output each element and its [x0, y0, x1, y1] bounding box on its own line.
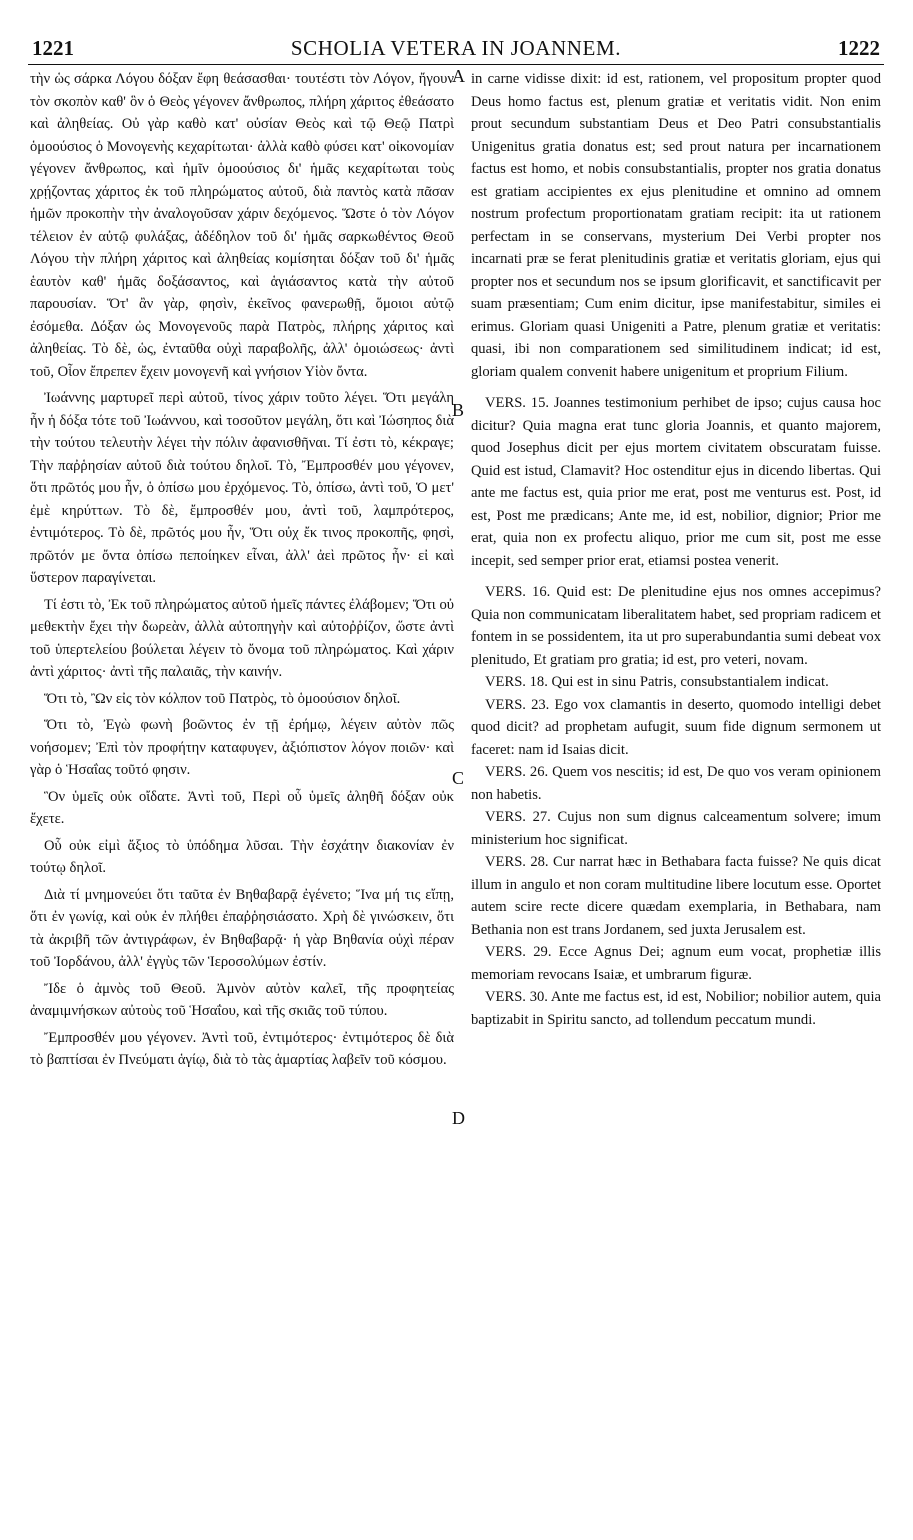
greek-paragraph: τὴν ὡς σάρκα Λόγου δόξαν ἔφη θεάσασθαι· τουτέστι τὸν Λόγον, ἤγουν τὸν σκοπὸν καθ' ὃν ὁ Θεὸς γέγονεν ἄνθρωπος, πλήρη χάριτος ἐθεάσατο καὶ ἀληθείας. Οὐ γὰρ καθὸ κατ' οὐσίαν Θεὸς καὶ τῷ Θεῷ Πατρὶ ὁμοούσιος ὁ Μονογενὴς κεχαρίτωται· ἀλλὰ καθὸ φύσει κατ' οἰκονομίαν γέγονεν ἄνθρωπος, καὶ ἡμῖν ὁμοούσιος δι' ἡμᾶς κεχαρίτωται τοὺς χρῄζοντας χάριτος ἐκ τοῦ πληρώματος αὐτοῦ, διὰ παντὸς κατὰ πᾶσαν ἡμῶν προκοπὴν τὴν ἀναλογοῦσαν χάριν δεχόμενος. Ὥστε ὁ τὸν Λόγον τέλειον ἐν αὐτῷ φυλάξας, ἀδέδηλον τοῦ δι' ἡμᾶς σαρκωθέντος Θεοῦ Λόγου τὴν πλήρη χάριτος καὶ ἀληθείας κομίσηται δόξαν τοῦ δι' ἡμᾶς ἑαυτὸν καθ' ἡμᾶς δοξάσαντος, καὶ ἁγιάσαντος κατὰ τὴν αὐτοῦ παρουσίαν. Ὅτ' ἂν γὰρ, φησὶν, ἐκεῖνος φανερωθῇ, ὅμοιοι αὐτῷ ἐσόμεθα. Δόξαν ὡς Μονογενοῦς παρὰ Πατρὸς, πλήρης χάριτος καὶ ἀληθείας. Τὸ δὲ, ὡς, ἐνταῦθα οὐχὶ παραβολῆς, ἀλλ' ὁμοιώσεως· ἀντὶ τοῦ, Οἷον ἔπρεπεν ἔχειν μονογενῆ καὶ γνήσιον Υἱὸν ὄντα. — [30, 71, 454, 380]
latin-verse-paragraph: VERS. 15. Joannes testimonium perhibet de ipso; cujus causa hoc dicitur? Quia magna erat tunc gloria Joannis, et quanto majorem, quod Josephus dicit per ejus mortem civitatem obscuratam fuisse. Quid est istud, Clamavit? Hoc ostenditur ejus in dicendo libertas. Qui ante me factus est, quia prior me erat, post me venturus est. Post, id est, Post me prædicans; Ante me, id est, nobilior, dignior; Prior me erat, quia non ex profectu aliquo, prior me cum sit, post me esse incepit, sed semper prior erat, etiamsi postea venerit. — [471, 395, 881, 569]
latin-verse-paragraph: VERS. 23. Ego vox clamantis in deserto, quomodo intelligi debet quod dicit? ad prophetam aufugit, suum fide dignum sermonem ut faceret: nam id Isaias dicit. — [471, 696, 881, 758]
greek-paragraph: Ὅτι τὸ, Ὢν εἰς τὸν κόλπον τοῦ Πατρὸς, τὸ ὁμοούσιον δηλοῖ. — [44, 690, 401, 707]
greek-paragraph: Ὃν ὑμεῖς οὐκ οἴδατε. Ἀντὶ τοῦ, Περὶ οὗ ὑμεῖς ἀληθῆ δόξαν οὐκ ἔχετε. — [30, 788, 454, 827]
running-title: SCHOLIA VETERA IN JOANNEM. — [290, 36, 622, 60]
margin-letter-b: B — [452, 400, 465, 420]
latin-verse-paragraph: VERS. 29. Ecce Agnus Dei; agnum eum vocat, prophetiæ illis memoriam revocans Isaiæ, et umbrarum figuræ. — [471, 944, 881, 983]
greek-paragraph: Διὰ τί μνημονεύει ὅτι ταῦτα ἐν Βηθαβαρᾷ ἐγένετο; Ἵνα μή τις εἴπῃ, ὅτι ἐν γωνίᾳ, καὶ οὐκ ἐν πλήθει ἐπαῤῥησιάσατο. Χρὴ δὲ γινώσκειν, ὅτι τὰ ἀκριβῆ τῶν ἀντιγράφων, ἐν Βηθαβαρᾷ· ἡ γὰρ Βηθανία οὐχὶ πέραν τοῦ Ἰορδάνου, ἀλλ' ἐγγὺς τῶν Ἱεροσολύμων ἐστίν. — [30, 886, 454, 970]
latin-verse-paragraph: VERS. 18. Qui est in sinu Patris, consubstantialem indicat. — [485, 674, 829, 690]
latin-verse-paragraph: VERS. 27. Cujus non sum dignus calceamentum solvere; imum ministerium hoc significat. — [471, 809, 881, 848]
right-page-number: 1222 — [838, 36, 880, 60]
greek-paragraph: Ἰωάννης μαρτυρεῖ περὶ αὐτοῦ, τίνος χάριν τοῦτο λέγει. Ὅτι μεγάλη ἦν ἡ δόξα τότε τοῦ Ἰωάννου, καὶ τοσοῦτον μεγάλη, ὅτι καὶ Ἰώσηπος διὰ τὴν τούτου τελευτὴν λέγει τὴν πόλιν ἀφανισθῆναι. Τί ἐστι τὸ, κέκραγε; Τὴν παῤῥησίαν αὐτοῦ διὰ τούτου δηλοῖ. Τὸ, Ἔμπροσθέν μου γέγονεν, ὅτι πρῶτός μου ἦν, ὁ ὀπίσω μου ἐρχόμενος. Τὸ, ὀπίσω, ἀντὶ τοῦ, Ὁ μετ' ἐμὲ κηρύττων. Τὸ δὲ, ἔμπροσθέν μου, ἀντὶ τοῦ, λαμπρότερος, ἐντιμότερος. Τὸ δὲ, πρῶτός μου ἦν, Ὅτι οὐχ ἔκ τινος προκοπῆς, φησὶ, πρῶτόν με ὄντα ὀπίσω πεποίηκεν εἶναι, ἀλλ' ἀεὶ πρῶτος ἦν· εἰ καὶ ὕστερον παραγίνεται. — [30, 390, 454, 586]
latin-paragraph: in carne vidisse dixit: id est, rationem, vel propositum propter quod Deus homo factus est, plenum gratiæ et veritatis vidit. Non enim prout secundum substantiam Deus et Deo Patri consubstantialis Unigenitus gratia donatus est; sed prout natura per incarnationem factus est homo, et nobis consubstantialis, propter nos gratia donatus est gratiam accipientes ex ejus plenitudine et omnino ad omnem nostrum profectum proportionatam gratiam recipit: ita ut rationem perfectam in se conservans, mysterium Dei Verbi propter nos incarnati præ se ferat plenitudinis gratiæ et veritatis gloriam, ejus qui propter nos et secundum nos se ipsum glorificavit, et sanctificavit per suam præsentiam; Cum enim dicitur, ipse manifestabitur, similes ei erimus. Gloriam quasi Unigeniti a Patre, plenum gratiæ et veritatis: quasi, ibi non comparationem sed similitudinem indicat; id est, gloriam qualem convenit habere unigenitum et proprium Filium. — [471, 71, 881, 380]
margin-letter-a: A — [452, 66, 465, 86]
latin-verse-paragraph: VERS. 30. Ante me factus est, id est, Nobilior; nobilior autem, quia baptizabit in Spiritu sancto, ad tollendum peccatum mundi. — [471, 989, 881, 1028]
latin-verse-paragraph: VERS. 16. Quid est: De plenitudine ejus nos omnes accepimus? Quia non communicatam liberalitatem habet, sed propriam radicem et fontem in se possidentem, ita ut pro superabundantia sumi debeat vox plenitudo, Et gratiam pro gratia; id est, pro veteri, novam. — [471, 584, 881, 668]
page-header — [28, 30, 884, 65]
greek-paragraph: Ἴδε ὁ ἀμνὸς τοῦ Θεοῦ. Ἀμνὸν αὐτὸν καλεῖ, τῆς προφητείας ἀναμιμνήσκων αὐτοὺς τοῦ Ἡσαΐου, καὶ τῆς σκιᾶς τοῦ τύπου. — [30, 980, 454, 1019]
latin-verse-paragraph: VERS. 26. Quem vos nescitis; id est, De quo vos veram opinionem non habetis. — [471, 764, 881, 803]
greek-paragraph: Ἔμπροσθέν μου γέγονεν. Ἀντὶ τοῦ, ἐντιμότερος· ἐντιμότερος δὲ διὰ τὸ βαπτίσαι ἐν Πνεύματι ἁγίῳ, διὰ τὸ τὰς ἁμαρτίας λαβεῖν τοῦ κόσμου. — [30, 1029, 454, 1068]
greek-paragraph: Ὅτι τὸ, Ἐγὼ φωνὴ βοῶντος ἐν τῇ ἐρήμῳ, λέγειν αὐτὸν πῶς νοήσομεν; Ἐπὶ τὸν προφήτην καταφυγεν, ἀξιόπιστον λόγον ποιῶν· καὶ γὰρ ὁ Ἡσαΐας τοῦτό φησιν. — [30, 717, 454, 778]
greek-column — [30, 68, 454, 1072]
left-page-number: 1221 — [32, 36, 74, 60]
latin-column — [471, 68, 881, 1031]
greek-paragraph: Οὗ οὐκ εἰμὶ ἄξιος τὸ ὑπόδημα λῦσαι. Τὴν ἐσχάτην διακονίαν ἐν τούτῳ δηλοῖ. — [30, 837, 454, 876]
latin-verse-paragraph: VERS. 28. Cur narrat hæc in Bethabara facta fuisse? Ne quis dicat illum in angulo et non coram multitudine libere locutum esse. Oportet autem scire recte dicere quædam exemplaria, in Bethabara, nam Bethania non est trans Jordanem, sed juxta Jerusalem est. — [471, 854, 881, 938]
margin-letter-c: C — [452, 768, 465, 788]
margin-letter-d: D — [452, 1108, 465, 1128]
greek-paragraph: Τί ἐστι τὸ, Ἐκ τοῦ πληρώματος αὐτοῦ ἡμεῖς πάντες ἐλάβομεν; Ὅτι οὐ μεθεκτὴν ἔχει τὴν δωρεὰν, ἀλλὰ αὐτοπηγὴν καὶ αὐτοῤῥίζον, ὥστε ἀντὶ τοῦ ὑπερτελείου βούλεται λέγειν τὸ ὄνομα τοῦ πληρώματος. Καὶ χάριν ἀντὶ χάριτος· ἀντὶ τῆς παλαιᾶς, τὴν καινήν. — [30, 596, 454, 680]
